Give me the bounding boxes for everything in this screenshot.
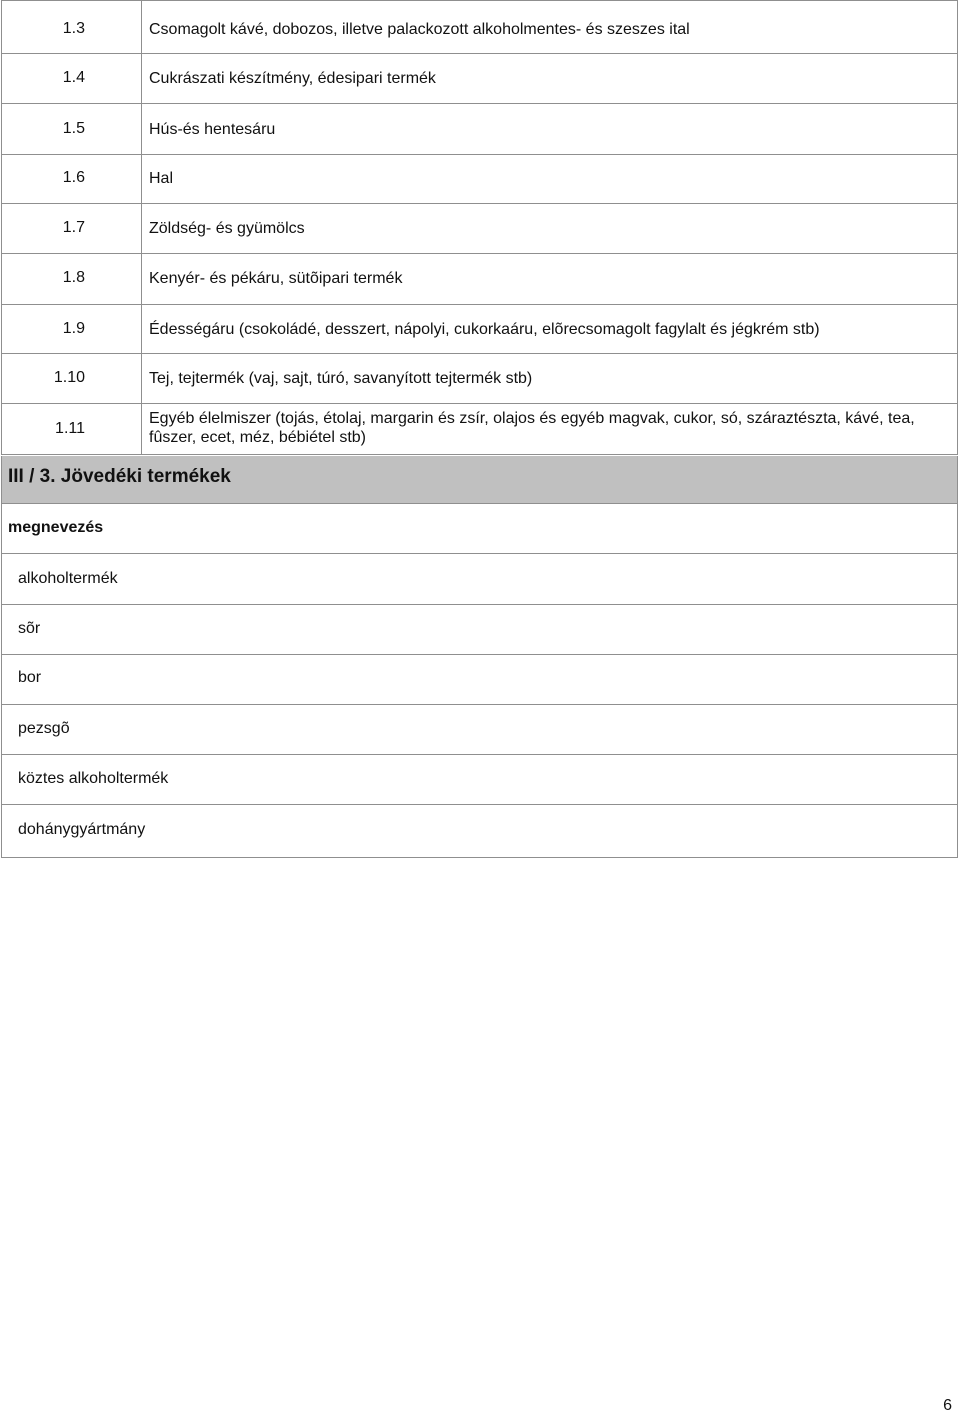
row-label: Cukrászati készítmény, édesipari termék: [149, 70, 436, 87]
table-row: [1, 305, 958, 354]
list-item: [1, 705, 958, 755]
excise-item-label: alkoholtermék: [18, 570, 118, 587]
table-row: [1, 155, 958, 204]
list-item: [1, 755, 958, 805]
row-label: Tej, tejtermék (vaj, sajt, túró, savanyított tejtermék stb): [149, 370, 533, 387]
column-header-name: megnevezés: [8, 519, 104, 536]
row-number: 1.7: [62, 219, 85, 236]
row-number: 1.4: [62, 69, 85, 86]
excise-item-label: sõr: [18, 620, 41, 637]
row-label: Hús-és hentesáru: [149, 121, 276, 138]
list-item: [1, 805, 958, 858]
row-number: 1.8: [62, 269, 85, 286]
row-number: 1.5: [62, 120, 85, 137]
row-label: Egyéb élelmiszer (tojás, étolaj, margarin és zsír, olajos és egyéb magvak, cukor, só, száraztészta, kávé, tea, fûszer, ecet, méz, bébiétel stb): [149, 410, 915, 446]
excise-item-label: dohánygyártmány: [18, 821, 146, 838]
row-label: Kenyér- és pékáru, sütõipari termék: [149, 270, 403, 287]
row-number: 1.3: [62, 20, 85, 37]
table-row: [1, 404, 958, 455]
table-row: [1, 204, 958, 254]
row-number: 1.9: [62, 320, 85, 337]
food-category-table: [1, 0, 958, 455]
list-item: [1, 655, 958, 705]
list-item: [1, 554, 958, 605]
column-header-row: [1, 504, 958, 554]
row-label: Csomagolt kávé, dobozos, illetve palackozott alkoholmentes- és szeszes ital: [149, 21, 690, 38]
excise-item-label: bor: [18, 669, 42, 686]
excise-item-label: köztes alkoholtermék: [18, 770, 169, 787]
row-label: Hal: [149, 170, 174, 187]
table-row: [1, 254, 958, 305]
excise-item-label: pezsgõ: [18, 720, 70, 737]
table-row: [1, 0, 958, 54]
row-label: Zöldség- és gyümölcs: [149, 220, 305, 237]
row-label: Édességáru (csokoládé, desszert, nápolyi, cukorkaáru, elõrecsomagolt fagylalt és jégkrém stb): [149, 321, 820, 338]
section-header-excise: [1, 456, 958, 504]
row-number: 1.6: [62, 169, 85, 186]
row-number: 1.10: [53, 369, 85, 386]
table-row: [1, 354, 958, 404]
row-number: 1.11: [55, 420, 85, 437]
list-item: [1, 605, 958, 655]
table-row: [1, 54, 958, 104]
table-row: [1, 104, 958, 155]
page-number: 6: [943, 1397, 952, 1414]
section-title: III / 3. Jövedéki termékek: [8, 466, 231, 487]
